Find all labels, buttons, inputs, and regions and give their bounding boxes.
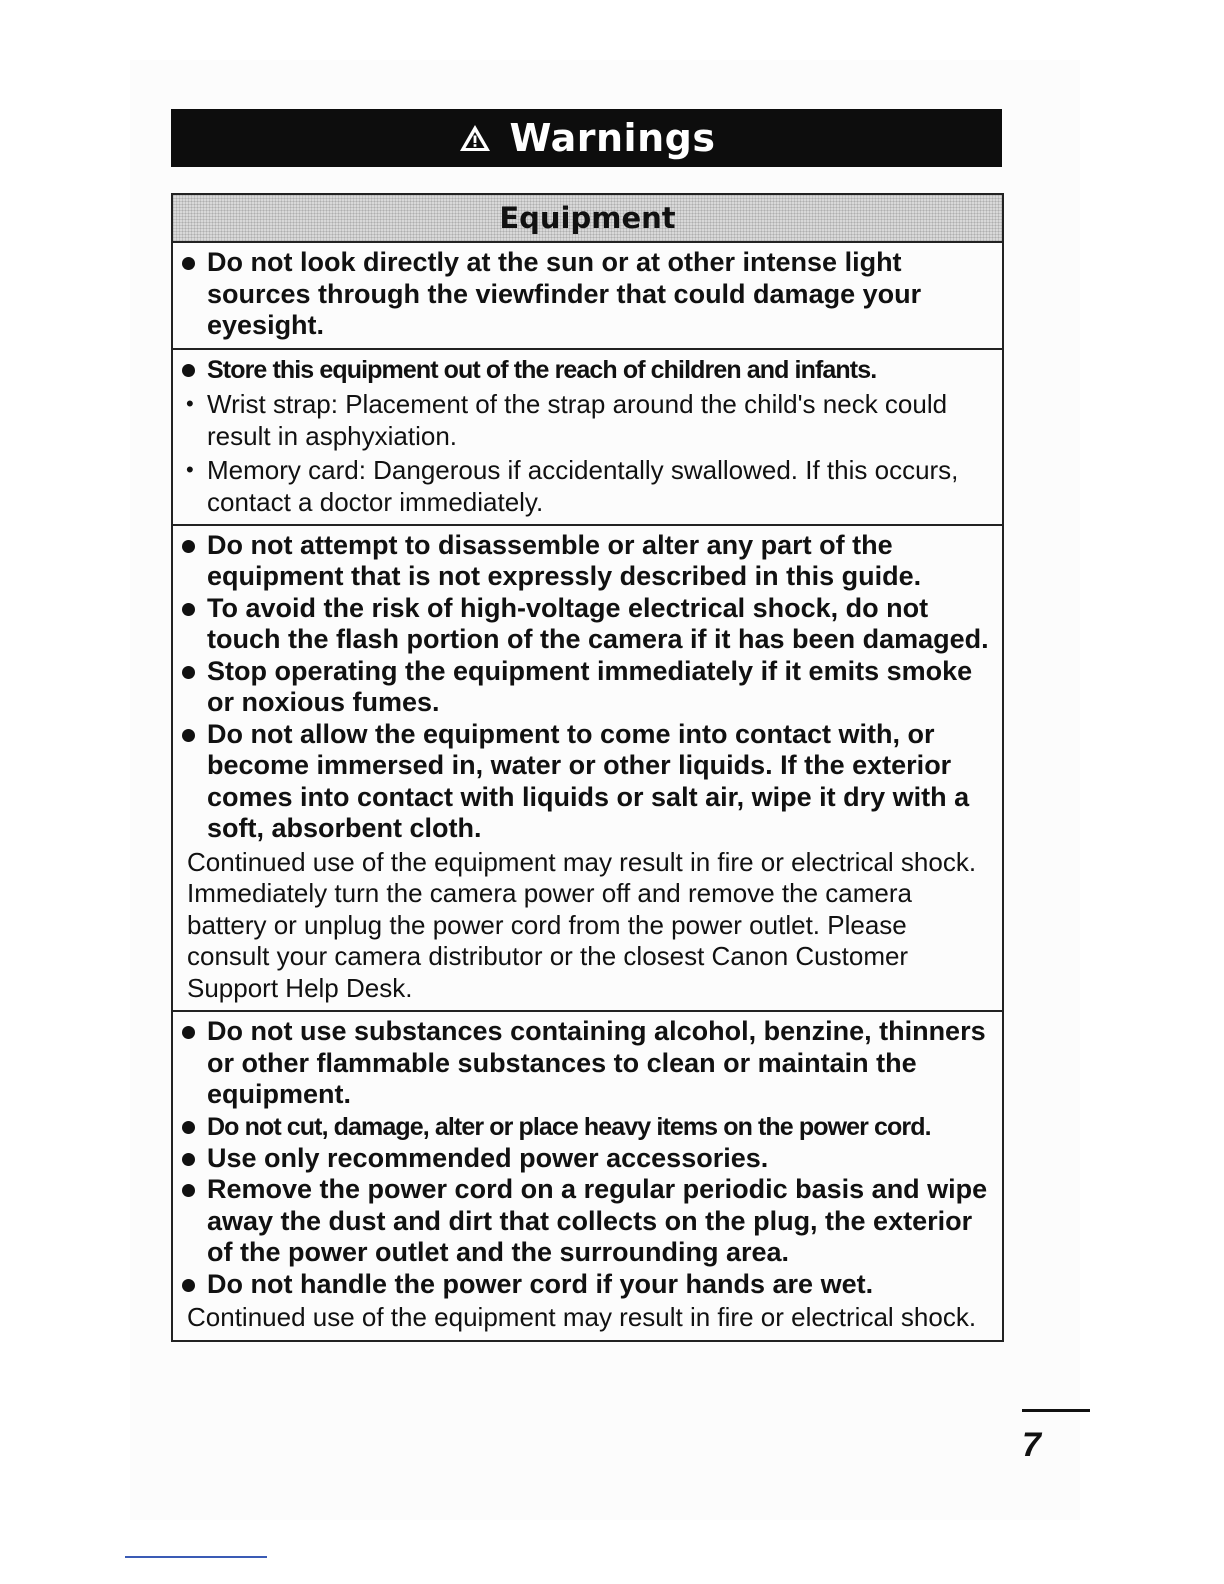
warning-triangle-icon xyxy=(458,123,492,153)
warning-bullet: Stop operating the equipment immediately if it emits smoke or noxious fumes. xyxy=(179,656,996,719)
warning-section xyxy=(173,350,1002,526)
warning-section xyxy=(173,243,1002,350)
banner-title: Warnings xyxy=(509,116,716,160)
warning-bullet: Use only recommended power accessories. xyxy=(179,1143,996,1175)
warning-bullet: Do not allow the equipment to come into contact with, or become immersed in, water or other liquids. If the exterior comes into contact with liquids or salt air, wipe it dry with a soft, absorbent cloth. xyxy=(179,719,996,845)
warning-bullet: Remove the power cord on a regular periodic basis and wipe away the dust and dirt that collects on the plug, the exterior of the power outlet and the surrounding area. xyxy=(179,1174,996,1269)
warning-bullet: To avoid the risk of high-voltage electrical shock, do not touch the flash portion of the camera if it has been damaged. xyxy=(179,593,996,656)
page-number-rule xyxy=(1022,1409,1090,1412)
equipment-header xyxy=(173,195,1002,243)
warning-bullet: Do not cut, damage, alter or place heavy items on the power cord. xyxy=(179,1111,996,1143)
warning-bullet: Do not attempt to disassemble or alter any part of the equipment that is not expressly described in this guide. xyxy=(179,530,996,593)
warning-paragraph: Continued use of the equipment may result in fire or electrical shock. Immediately turn the camera power off and remove the camera battery or unplug the power cord from the power outlet. Please consult your camera distributor or the closest Canon Customer Support Help Desk. xyxy=(187,846,977,1003)
warning-sub-item: • Memory card: Dangerous if accidentally swallowed. If this occurs, contact a doctor immediately. xyxy=(179,454,996,518)
footer-divider xyxy=(125,1556,267,1558)
warning-bullet: Store this equipment out of the reach of children and infants. xyxy=(179,354,996,386)
page-number: 7 xyxy=(1022,1426,1041,1464)
equipment-warnings-box xyxy=(171,193,1004,1342)
warning-section xyxy=(173,526,1002,1013)
warning-bullet: Do not look directly at the sun or at other intense light sources through the viewfinder that could damage your eyesight. xyxy=(179,247,996,342)
warning-bullet: Do not handle the power cord if your hands are wet. xyxy=(179,1269,996,1301)
warning-bullet: Do not use substances containing alcohol, benzine, thinners or other flammable substances to clean or maintain the equipment. xyxy=(179,1016,996,1111)
warning-section xyxy=(173,1012,1002,1340)
warnings-banner xyxy=(171,109,1002,167)
warning-sub-item: • Wrist strap: Placement of the strap around the child's neck could result in asphyxiation. xyxy=(179,388,996,452)
warning-paragraph: Continued use of the equipment may result in fire or electrical shock. xyxy=(187,1302,977,1332)
equipment-header-label: Equipment xyxy=(499,201,676,235)
